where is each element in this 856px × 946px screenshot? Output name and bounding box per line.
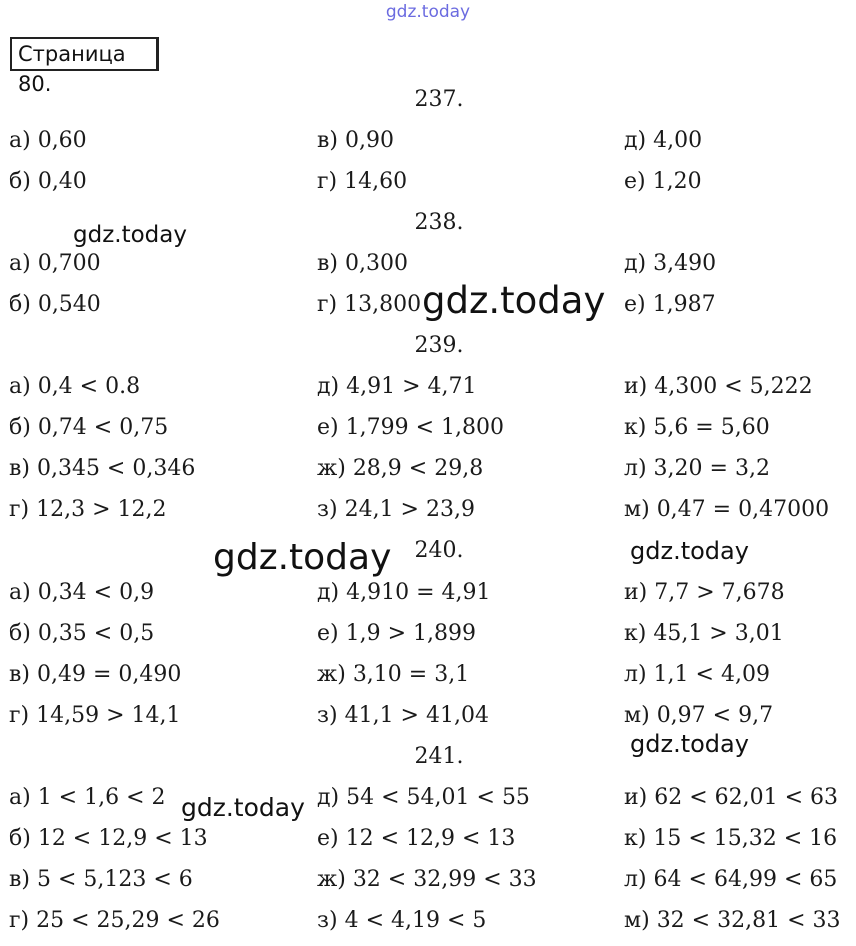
answer-238-b: б) 0,540 — [9, 292, 101, 317]
answer-240-z: з) 41,1 > 41,04 — [317, 703, 489, 728]
watermark: gdz.today — [73, 222, 187, 248]
answer-239-m: м) 0,47 = 0,47000 — [624, 497, 830, 522]
answer-239-e: е) 1,799 < 1,800 — [317, 415, 504, 440]
answer-237-v: в) 0,90 — [317, 128, 394, 153]
exercise-237-number: 237. — [414, 87, 464, 112]
answer-238-v: в) 0,300 — [317, 251, 408, 276]
answer-240-a: а) 0,34 < 0,9 — [9, 580, 155, 605]
answer-240-v: в) 0,49 = 0,490 — [9, 662, 182, 687]
answer-239-d: д) 4,91 > 4,71 — [317, 374, 477, 399]
watermark-top: gdz.today — [385, 2, 471, 22]
answer-240-b: б) 0,35 < 0,5 — [9, 621, 155, 646]
answer-240-zh: ж) 3,10 = 3,1 — [317, 662, 470, 687]
answer-238-g: г) 13,800 — [317, 292, 422, 317]
answer-239-i: и) 4,300 < 5,222 — [624, 374, 813, 399]
answer-240-m: м) 0,97 < 9,7 — [624, 703, 774, 728]
answer-241-zh: ж) 32 < 32,99 < 33 — [317, 867, 537, 892]
answer-239-z: з) 24,1 > 23,9 — [317, 497, 475, 522]
page-title: Страница 80. — [10, 37, 159, 71]
answer-241-l: л) 64 < 64,99 < 65 — [624, 867, 838, 892]
exercise-239-number: 239. — [414, 333, 464, 358]
answer-241-a: а) 1 < 1,6 < 2 — [9, 785, 166, 810]
answer-241-g: г) 25 < 25,29 < 26 — [9, 908, 220, 933]
answer-239-zh: ж) 28,9 < 29,8 — [317, 456, 484, 481]
answer-240-e: е) 1,9 > 1,899 — [317, 621, 476, 646]
watermark: gdz.today — [213, 537, 392, 578]
watermark: gdz.today — [630, 537, 749, 565]
answer-239-l: л) 3,20 = 3,2 — [624, 456, 770, 481]
watermark: gdz.today — [422, 279, 606, 322]
answer-241-v: в) 5 < 5,123 < 6 — [9, 867, 193, 892]
answer-238-a: а) 0,700 — [9, 251, 101, 276]
answer-240-g: г) 14,59 > 14,1 — [9, 703, 181, 728]
answer-240-i: и) 7,7 > 7,678 — [624, 580, 785, 605]
answer-238-e: е) 1,987 — [624, 292, 716, 317]
exercise-241-number: 241. — [414, 744, 464, 769]
answer-241-i: и) 62 < 62,01 < 63 — [624, 785, 839, 810]
answer-239-k: к) 5,6 = 5,60 — [624, 415, 770, 440]
answer-237-g: г) 14,60 — [317, 169, 408, 194]
answer-239-b: б) 0,74 < 0,75 — [9, 415, 169, 440]
answer-241-z: з) 4 < 4,19 < 5 — [317, 908, 487, 933]
answer-238-d: д) 3,490 — [624, 251, 717, 276]
answer-240-d: д) 4,910 = 4,91 — [317, 580, 491, 605]
exercise-238-number: 238. — [414, 210, 464, 235]
answer-241-m: м) 32 < 32,81 < 33 — [624, 908, 841, 933]
answer-237-e: е) 1,20 — [624, 169, 702, 194]
answer-239-g: г) 12,3 > 12,2 — [9, 497, 167, 522]
answer-241-b: б) 12 < 12,9 < 13 — [9, 826, 208, 851]
watermark: gdz.today — [630, 730, 749, 758]
answer-240-l: л) 1,1 < 4,09 — [624, 662, 770, 687]
answer-240-k: к) 45,1 > 3,01 — [624, 621, 784, 646]
exercise-240-number: 240. — [414, 538, 464, 563]
answer-237-a: а) 0,60 — [9, 128, 87, 153]
answer-239-a: а) 0,4 < 0.8 — [9, 374, 141, 399]
answer-241-k: к) 15 < 15,32 < 16 — [624, 826, 838, 851]
answer-237-d: д) 4,00 — [624, 128, 703, 153]
answer-241-e: е) 12 < 12,9 < 13 — [317, 826, 516, 851]
answer-237-b: б) 0,40 — [9, 169, 87, 194]
answer-239-v: в) 0,345 < 0,346 — [9, 456, 196, 481]
watermark: gdz.today — [181, 793, 305, 822]
answer-241-d: д) 54 < 54,01 < 55 — [317, 785, 530, 810]
